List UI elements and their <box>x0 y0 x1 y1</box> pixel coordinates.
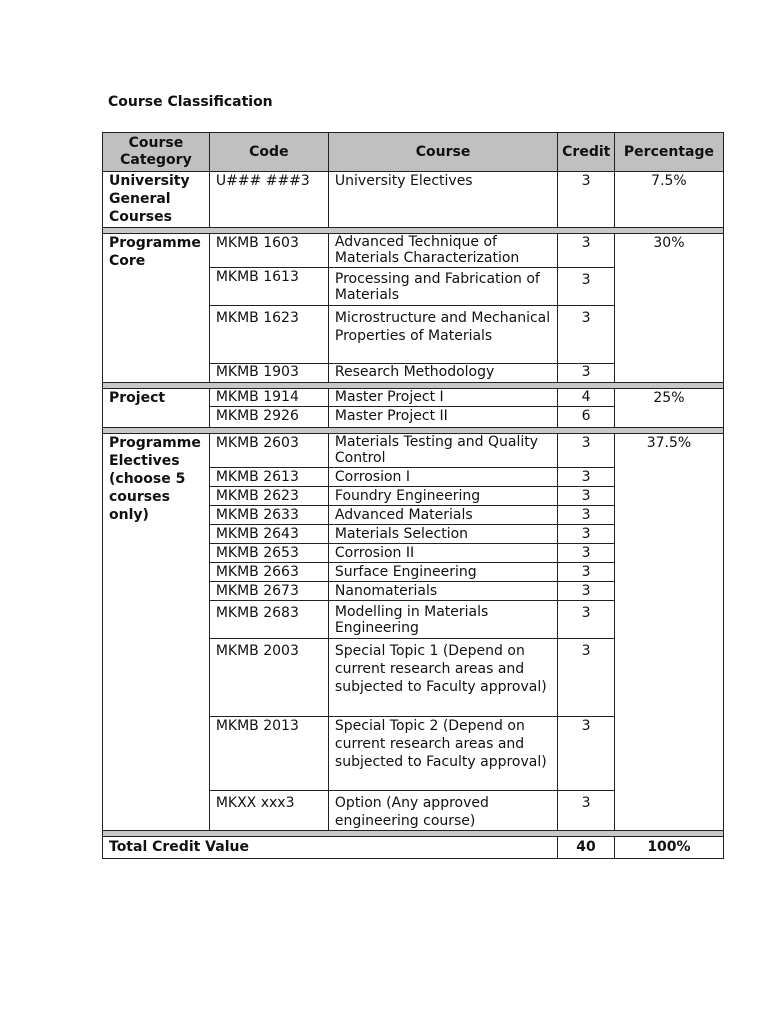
credit-cell: 3 <box>558 525 615 544</box>
course-cell: Corrosion II <box>328 544 557 563</box>
code-cell: MKMB 2613 <box>209 468 328 487</box>
header-percentage: Percentage <box>614 133 723 172</box>
course-classification-table <box>102 132 724 859</box>
code-cell: MKMB 1903 <box>209 364 328 383</box>
code-cell: MKXX xxx3 <box>209 791 328 831</box>
category-cell: Programme Electives (choose 5 courses only) <box>103 434 210 831</box>
credit-cell: 3 <box>558 172 615 228</box>
credit-cell: 3 <box>558 563 615 582</box>
credit-cell: 3 <box>558 506 615 525</box>
course-cell: University Electives <box>328 172 557 228</box>
credit-cell: 3 <box>558 234 615 268</box>
course-cell: Surface Engineering <box>328 563 557 582</box>
credit-cell: 3 <box>558 544 615 563</box>
total-percentage: 100% <box>614 837 723 859</box>
total-label: Total Credit Value <box>103 837 558 859</box>
course-cell: Research Methodology <box>328 364 557 383</box>
percentage-cell: 30% <box>614 234 723 383</box>
course-cell: Processing and Fabrication of Materials <box>328 268 557 306</box>
header-course: Course <box>328 133 557 172</box>
category-cell: Programme Core <box>103 234 210 383</box>
code-cell: MKMB 2673 <box>209 582 328 601</box>
header-credit: Credit <box>558 133 615 172</box>
percentage-cell: 7.5% <box>614 172 723 228</box>
credit-cell: 4 <box>558 389 615 407</box>
credit-cell: 3 <box>558 468 615 487</box>
header-row <box>103 133 724 172</box>
course-cell: Special Topic 2 (Depend on current research areas and subjected to Faculty approval) <box>328 717 557 791</box>
code-cell: MKMB 2623 <box>209 487 328 506</box>
table-row <box>103 172 724 228</box>
code-cell: MKMB 1613 <box>209 268 328 306</box>
course-cell: Materials Selection <box>328 525 557 544</box>
code-cell: U### ###3 <box>209 172 328 228</box>
code-cell: MKMB 2926 <box>209 407 328 428</box>
course-cell: Modelling in Materials Engineering <box>328 601 557 639</box>
percentage-cell: 25% <box>614 389 723 428</box>
credit-cell: 3 <box>558 268 615 306</box>
credit-cell: 3 <box>558 791 615 831</box>
course-cell: Advanced Technique of Materials Characterization <box>328 234 557 268</box>
code-cell: MKMB 2653 <box>209 544 328 563</box>
credit-cell: 3 <box>558 487 615 506</box>
course-cell: Corrosion I <box>328 468 557 487</box>
header-category: Course Category <box>103 133 210 172</box>
category-cell: Project <box>103 389 210 428</box>
course-cell: Option (Any approved engineering course) <box>328 791 557 831</box>
code-cell: MKMB 1603 <box>209 234 328 268</box>
credit-cell: 3 <box>558 434 615 468</box>
code-cell: MKMB 1914 <box>209 389 328 407</box>
credit-cell: 3 <box>558 306 615 364</box>
percentage-cell: 37.5% <box>614 434 723 831</box>
code-cell: MKMB 2013 <box>209 717 328 791</box>
total-row <box>103 837 724 859</box>
credit-cell: 3 <box>558 717 615 791</box>
total-credit: 40 <box>558 837 615 859</box>
code-cell: MKMB 2003 <box>209 639 328 717</box>
table-row <box>103 389 724 407</box>
table-row <box>103 234 724 268</box>
credit-cell: 3 <box>558 639 615 717</box>
category-cell: University General Courses <box>103 172 210 228</box>
course-cell: Advanced Materials <box>328 506 557 525</box>
course-cell: Special Topic 1 (Depend on current research areas and subjected to Faculty approval) <box>328 639 557 717</box>
code-cell: MKMB 2683 <box>209 601 328 639</box>
code-cell: MKMB 2663 <box>209 563 328 582</box>
credit-cell: 3 <box>558 601 615 639</box>
course-cell: Foundry Engineering <box>328 487 557 506</box>
page-title: Course Classification <box>108 94 273 110</box>
course-cell: Microstructure and Mechanical Properties of Materials <box>328 306 557 364</box>
code-cell: MKMB 1623 <box>209 306 328 364</box>
code-cell: MKMB 2603 <box>209 434 328 468</box>
credit-cell: 6 <box>558 407 615 428</box>
code-cell: MKMB 2633 <box>209 506 328 525</box>
course-cell: Master Project II <box>328 407 557 428</box>
header-code: Code <box>209 133 328 172</box>
course-cell: Master Project I <box>328 389 557 407</box>
code-cell: MKMB 2643 <box>209 525 328 544</box>
credit-cell: 3 <box>558 582 615 601</box>
credit-cell: 3 <box>558 364 615 383</box>
table-row <box>103 434 724 468</box>
course-cell: Nanomaterials <box>328 582 557 601</box>
course-cell: Materials Testing and Quality Control <box>328 434 557 468</box>
